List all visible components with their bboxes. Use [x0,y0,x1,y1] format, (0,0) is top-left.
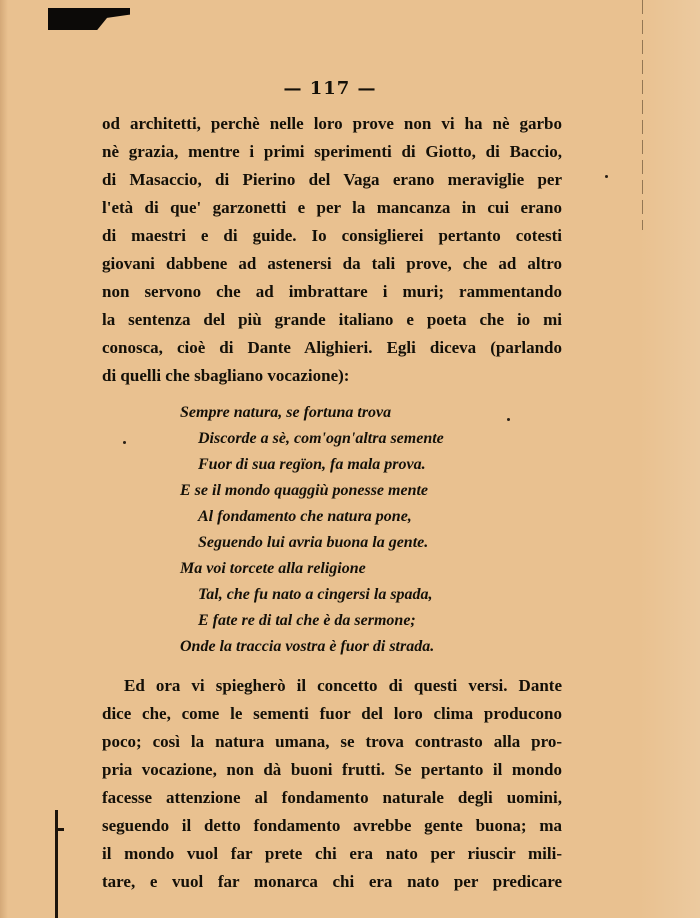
text-line: conosca, cioè di Dante Alighieri. Egli diceva (parlando [102,338,562,357]
verse-line: Al fondamento che natura pone, [198,508,412,525]
text-line: non servono che ad imbrattare i muri; rammentando [102,282,562,301]
paper-speck [605,175,608,178]
verse-line: E fate re di tal che è da sermone; [198,612,416,629]
margin-rule-tick [58,828,64,831]
text-line: il mondo vuol far prete chi era nato per riuscir mili- [102,844,562,863]
text-line: seguendo il detto fondamento avrebbe gente buona; ma [102,816,562,835]
page-edge-shading [640,0,700,918]
page-number-header: — 117 — [283,78,377,99]
text-line: tare, e vuol far monarca chi era nato per predicare [102,872,562,891]
page-gutter-shadow [0,0,8,918]
margin-rule-right [642,0,643,230]
text-line: pria vocazione, non dà buoni frutti. Se pertanto il mondo [102,760,562,779]
text-line: l'età di que' garzonetti e per la mancanza in cui erano [102,198,562,217]
verse-line: Fuor di sua regïon, fa mala prova. [198,456,426,473]
text-line: nè grazia, mentre i primi sperimenti di Giotto, di Baccio, [102,142,562,161]
verse-line: Tal, che fu nato a cingersi la spada, [198,586,433,603]
paper-speck [507,418,510,421]
verse-line: Ma voi torcete alla religione [180,560,366,577]
text-line: od architetti, perchè nelle loro prove non vi ha nè garbo [102,114,562,133]
text-line: facesse attenzione al fondamento naturale degli uomini, [102,788,562,807]
paper-speck [123,441,126,444]
text-line: di Masaccio, di Pierino del Vaga erano meraviglie per [102,170,562,189]
text-line: poco; così la natura umana, se trova contrasto alla pro- [102,732,562,751]
text-line: dice che, come le sementi fuor del loro clima producono [102,704,562,723]
paragraph-1 [102,110,562,390]
text-line: la sentenza del più grande italiano e poeta che io mi [102,310,562,329]
verse-line: E se il mondo quaggiù ponesse mente [180,482,429,499]
verse-line: Onde la traccia vostra è fuor di strada. [180,638,435,655]
text-line: di quelli che sbagliano vocazione): [102,366,350,385]
margin-rule-left [55,810,58,918]
paragraph-2 [102,672,562,896]
text-line: di maestri e di guide. Io consiglierei pertanto cotesti [102,226,562,245]
ink-smudge-corner [48,8,130,30]
verse-line: Sempre natura, se fortuna trova [180,404,392,421]
verse-line: Discorde a sè, com'ogn'altra semente [198,430,444,447]
verse-quotation [180,400,520,660]
text-line: giovani dabbene ad astenersi da tali prove, che ad altro [102,254,562,273]
text-line: Ed ora vi spiegherò il concetto di questi versi. Dante [124,676,562,695]
verse-line: Seguendo lui avria buona la gente. [198,534,429,551]
